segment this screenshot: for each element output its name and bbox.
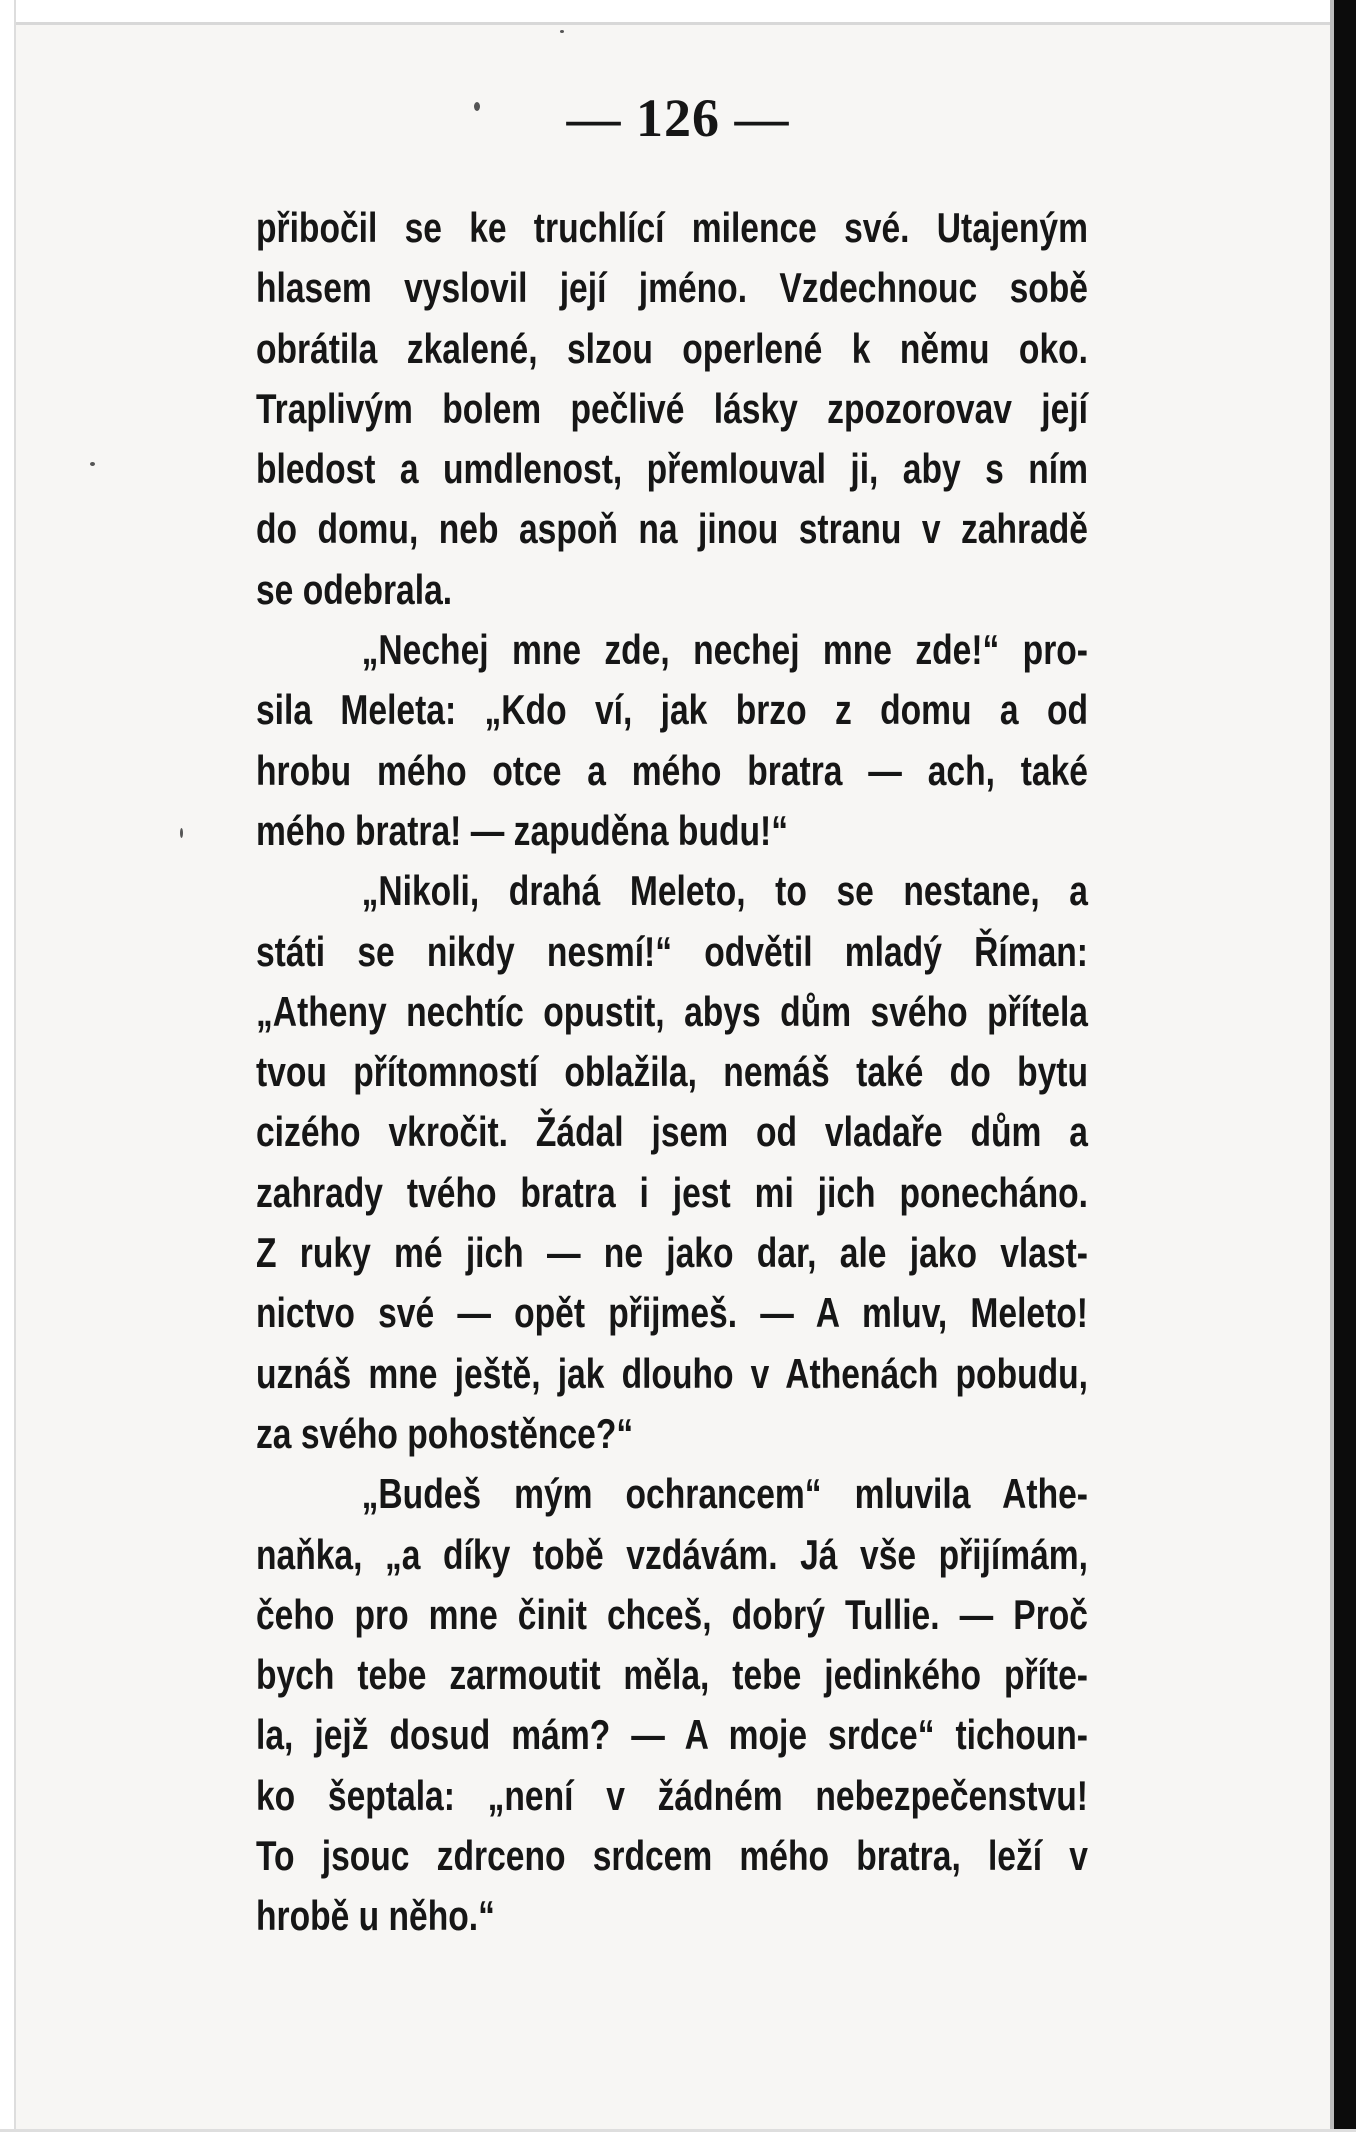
body-text	[256, 198, 1088, 1947]
text-line: naňka, „a díky tobě vzdávám. Já vše přijímám,	[256, 1530, 1088, 1578]
ink-speck	[560, 30, 564, 33]
ink-speck	[180, 828, 183, 838]
text-line: ko šeptala: „není v žádném nebezpečenstvu!	[256, 1771, 1088, 1819]
text-line: čeho pro mne činit chceš, dobrý Tullie. — Proč	[256, 1590, 1088, 1638]
scan-edge-bottom	[0, 2129, 1356, 2142]
text-line: se odebrala.	[256, 565, 453, 613]
text-line: bych tebe zarmoutit měla, tebe jedinkého příte-	[256, 1651, 1088, 1699]
scan-edge-left	[0, 0, 16, 2142]
text-line: přibočil se ke truchlící milence své. Utajeným	[256, 204, 1088, 251]
text-line: bledost a umdlenost, přemlouval ji, aby s ním	[256, 445, 1088, 493]
scan-edge-top	[0, 0, 1356, 25]
text-line: „Nechej mne zde, nechej mne zde!“ pro-	[361, 626, 1089, 674]
text-line: státi se nikdy nesmí!“ odvětil mladý Říman:	[256, 927, 1088, 975]
text-line: Z ruky mé jich — ne jako dar, ale jako vlast-	[256, 1229, 1088, 1277]
page-number: — 126 —	[566, 88, 790, 148]
text-line: Traplivým bolem pečlivé lásky zpozorovav její	[256, 384, 1088, 432]
text-line: hrobu mého otce a mého bratra — ach, také	[256, 746, 1088, 794]
text-line: „Budeš mým ochrancem“ mluvila Athe-	[361, 1470, 1089, 1518]
scan-edge-right	[1334, 0, 1356, 2142]
text-line: nictvo své — opět přijmeš. — A mluv, Meleto!	[256, 1289, 1088, 1337]
text-line: uznáš mne ještě, jak dlouho v Athenách pobudu,	[256, 1349, 1088, 1397]
ink-speck	[90, 462, 95, 466]
text-line: tvou přítomností oblažila, nemáš také do bytu	[256, 1048, 1088, 1096]
text-line: la, jejž dosud mám? — A moje srdce“ tichoun-	[256, 1711, 1088, 1759]
text-line: „Atheny nechtíc opustit, abys dům svého přítela	[256, 987, 1088, 1035]
text-line: za svého pohostěnce?“	[256, 1409, 634, 1457]
text-line: mého bratra! — zapuděna budu!“	[256, 806, 789, 854]
text-line: hrobě u něho.“	[256, 1892, 495, 1940]
text-line: do domu, neb aspoň na jinou stranu v zahradě	[256, 505, 1088, 553]
text-line: sila Meleta: „Kdo ví, jak brzo z domu a od	[256, 686, 1088, 734]
text-line: cizého vkročit. Žádal jsem od vladaře dům a	[256, 1108, 1088, 1156]
text-line: hlasem vyslovil její jméno. Vzdechnouc sobě	[256, 264, 1088, 312]
text-line: zahrady tvého bratra i jest mi jich ponecháno.	[256, 1168, 1088, 1216]
text-line: To jsouc zdrceno srdcem mého bratra, leží v	[256, 1832, 1088, 1880]
text-line: „Nikoli, drahá Meleto, to se nestane, a	[361, 867, 1089, 915]
text-line: obrátila zkalené, slzou operlené k němu oko.	[256, 324, 1088, 372]
